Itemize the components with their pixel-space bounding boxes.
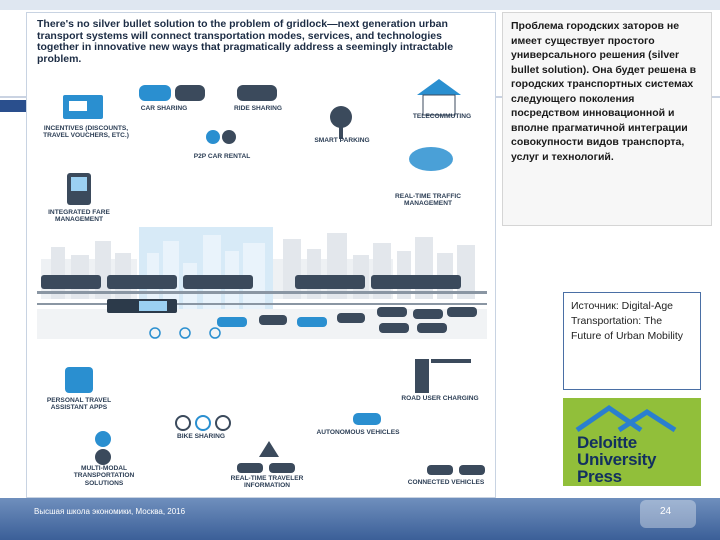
label-traffic-management: REAL-TIME TRAFFIC MANAGEMENT bbox=[395, 193, 461, 208]
logo-line-1: Deloitte bbox=[577, 433, 637, 452]
label-road-charging: ROAD USER CHARGING bbox=[401, 395, 479, 402]
page-number: 24 bbox=[660, 506, 672, 517]
footer-bar bbox=[0, 498, 720, 540]
label-smart-parking: SMART PARKING bbox=[314, 137, 370, 144]
label-ride-sharing: RIDE SHARING bbox=[234, 105, 282, 112]
logo-text bbox=[577, 434, 656, 485]
house-icon bbox=[417, 79, 461, 115]
parking-meter-icon bbox=[330, 106, 352, 139]
label-telecommuting: TELECOMMUTING bbox=[412, 113, 472, 120]
incentives-icon bbox=[63, 95, 103, 119]
label-p2p-rental: P2P CAR RENTAL bbox=[193, 153, 251, 160]
note-text: Проблема городских заторов не имеет существует простого универсального решения (silver bullet solution). Она будет решена в городских транспортных системах следующего поколения посредством инновационной и вполне прагматичной интеграции совокупности видов транспорта, услуг и технологий. bbox=[511, 20, 697, 163]
label-fare-management: INTEGRATED FARE MANAGEMENT bbox=[48, 209, 110, 224]
deloitte-university-press-logo bbox=[563, 398, 701, 486]
footer-text: Высшая школа экономики, Москва, 2016 bbox=[34, 507, 186, 516]
label-car-sharing: CAR SHARING bbox=[140, 105, 188, 112]
label-autonomous-vehicles: AUTONOMOUS VEHICLES bbox=[316, 429, 400, 436]
fare-card-icon bbox=[67, 173, 91, 205]
logo-line-2: University bbox=[577, 450, 657, 469]
phone-map-icon bbox=[65, 367, 93, 393]
autonomous-car-icon bbox=[353, 413, 381, 425]
connected-car-icon bbox=[427, 465, 485, 475]
traveler-info-car-icon bbox=[237, 463, 295, 473]
logo-line-3: Press bbox=[577, 467, 622, 486]
source-box bbox=[563, 292, 701, 390]
note-box bbox=[502, 12, 712, 226]
header-band bbox=[0, 0, 720, 10]
multimodal-icon bbox=[95, 431, 111, 465]
warning-icon bbox=[259, 441, 279, 457]
car-sharing-icon bbox=[139, 85, 205, 101]
toll-gate-icon bbox=[415, 359, 471, 393]
infographic-graphics bbox=[27, 13, 497, 499]
label-traveler-info: REAL-TIME TRAVELER INFORMATION bbox=[230, 475, 304, 490]
bike-icon bbox=[176, 416, 230, 430]
key-icon bbox=[206, 130, 236, 144]
infographic-title: There's no silver bullet solution to the problem of gridlock—next generation urban transport systems will connect transportation modes, services, and technologies together in innovative new ways that pragmatically address a seemingly intractable problem. bbox=[37, 18, 454, 65]
label-bike-sharing: BIKE SHARING bbox=[177, 433, 225, 440]
infographic bbox=[26, 12, 496, 498]
label-multimodal: MULTI-MODAL TRANSPORTATION SOLUTIONS bbox=[73, 465, 135, 487]
label-connected-vehicles: CONNECTED VEHICLES bbox=[407, 479, 485, 486]
label-travel-apps: PERSONAL TRAVEL ASSISTANT APPS bbox=[46, 397, 112, 412]
label-incentives: INCENTIVES (DISCOUNTS, TRAVEL VOUCHERS, ETC.) bbox=[43, 125, 129, 140]
logo-house-icon bbox=[563, 398, 701, 438]
ride-sharing-icon bbox=[237, 85, 277, 101]
source-text: Источник: Digital-Age Transportation: The Future of Urban Mobility bbox=[571, 300, 684, 342]
cloud-icon bbox=[409, 147, 453, 171]
